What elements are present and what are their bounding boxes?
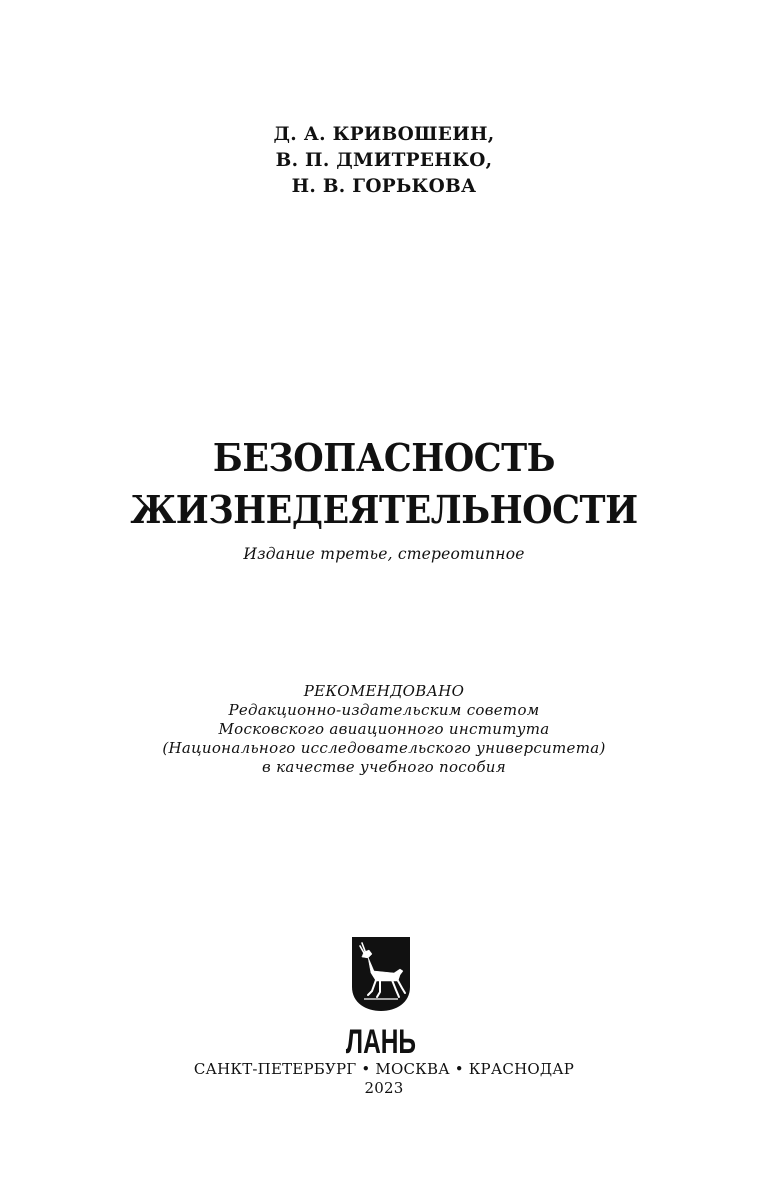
authors-block (0, 122, 768, 200)
publisher-logo (345, 935, 417, 1062)
edition-note: Издание третье, стереотипное (243, 545, 525, 563)
author-name: Д. А. КРИВОШЕИН, (273, 124, 495, 145)
book-title (31, 432, 738, 536)
title-line: ЖИЗНЕДЕЯТЕЛЬНОСТИ (130, 487, 638, 532)
logo-text: ЛАНЬ (345, 1023, 417, 1062)
recommendation-line: Московского авиационного института (218, 720, 550, 738)
author-name: Н. В. ГОРЬКОВА (291, 176, 477, 197)
title-line: БЕЗОПАСНОСТЬ (212, 435, 556, 480)
recommendation-heading: РЕКОМЕНДОВАНО (303, 682, 465, 700)
recommendation-block (0, 682, 768, 777)
recommendation-line: в качестве учебного пособия (262, 758, 506, 776)
deer-icon (345, 935, 417, 1062)
recommendation-line: (Национального исследовательского университета) (162, 739, 606, 757)
imprint-block (0, 1060, 768, 1098)
author-name: В. П. ДМИТРЕНКО, (275, 150, 493, 171)
recommendation-line: Редакционно-издательским советом (228, 701, 540, 719)
year: 2023 (364, 1079, 404, 1097)
cities-line: САНКТ-ПЕТЕРБУРГ • МОСКВА • КРАСНОДАР (193, 1060, 575, 1078)
